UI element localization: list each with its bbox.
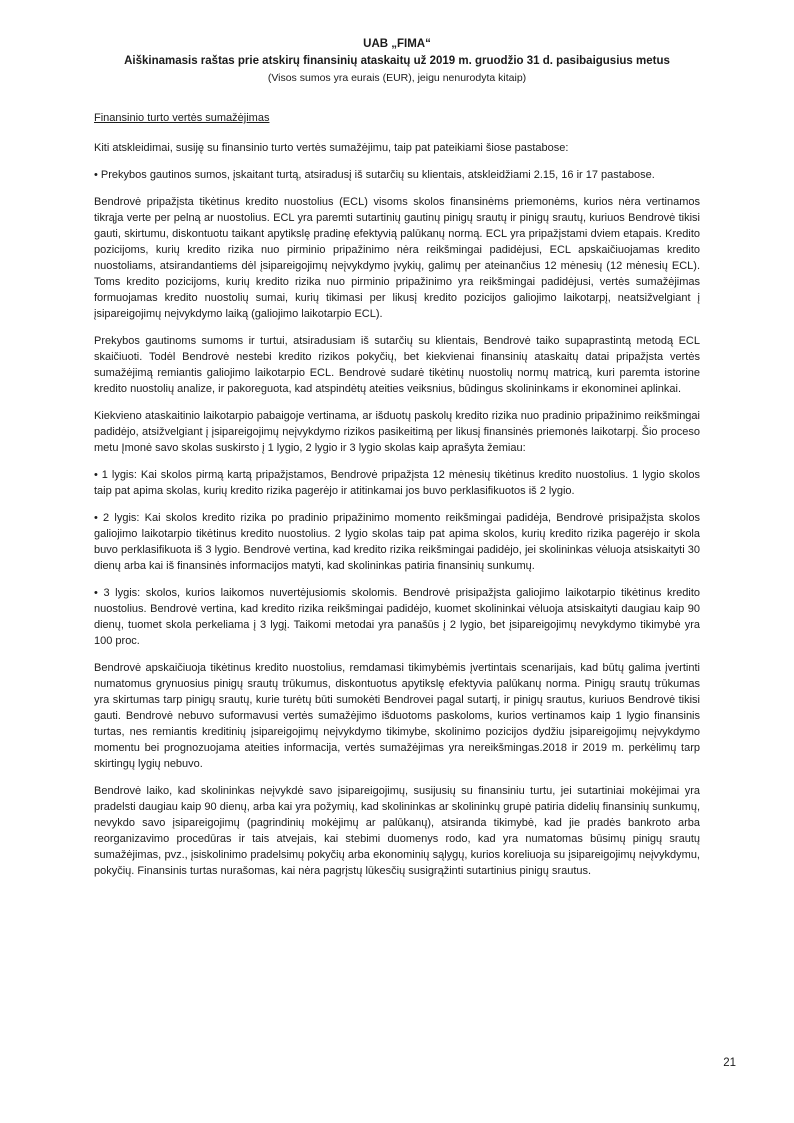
- company-name: UAB „FIMA“: [363, 38, 431, 50]
- bullet-level-3: • 3 lygis: skolos, kurios laikomos nuvertėjusiomis skolomis. Bendrovė prisipažįsta galiojimo laikotarpio tikėtinus kredito nuostolius. Bendrovė vertina, kad kredito rizika reikšmingai padidėjo, kuomet skolininkai vėluoja atsiskaityti daugiau kaip 90 dienų, tuomet skola perkeliama į 3 lygį. Taikomi metodai yra panašūs į 2 lygio, bet įsipareigojimų nevykdymo tikimybė yra 100 proc.: [94, 587, 700, 647]
- paragraph-simplified-method: Prekybos gautinoms sumoms ir turtui, atsiradusiam iš sutarčių su klientais, Bendrovė taiko supaprastintą metodą ECL skaičiuoti. Todėl Bendrovė nestebi kredito rizikos pokyčių, bet kiekvienai finansinių ataskaitų datai pripažįsta vertės sumažėjimą remiantis galiojimo laikotarpio ECL. Bendrovė sudarė tikėtinų nuostolių normų matricą, kuri paremta istorine kredito nuostolių analize, ir pakoreguota, kad atspindėtų ateities veiksnius, būdingus skolininkams ir ekonominei aplinkai.: [94, 335, 700, 395]
- document-subtitle: (Visos sumos yra eurais (EUR), jeigu nenurodyta kitaip): [267, 72, 527, 84]
- bullet-level-2: • 2 lygis: Kai skolos kredito rizika po pradinio pripažinimo momento reikšmingai padidėja, Bendrovė prisipažįsta skolos galiojimo laikotarpio tikėtinus kredito nuostolius. 2 lygio skolas taip pat apima skolos, kurių kredito rizika pagerėjo ir skola buvo perklasifikuota iš 3 lygio. Bendrovė vertina, kad kredito rizika reikšmingai padidėjo, jei skolininkas vėluoja atsiskaityti 30 dienų arba kai iš finansinės informacijos matyti, kad skolininkas patiria finansinių sunkumų.: [94, 512, 700, 572]
- paragraph-ecl-recognition: Bendrovė pripažįsta tikėtinus kredito nuostolius (ECL) visoms skolos finansinėms priemonėms, kurios nėra vertinamos tikrąja verte per pelną ar nuostolius. ECL yra paremti sutartinių gautinų pinigų srautų ir pinigų srautų, kuriuos Bendrovė tikisi gauti, skirtumu, diskontuotu taikant apytikslę pradinę efektyvią palūkanų normą. ECL yra pripažįstami dviem etapais. Kredito pozicijoms, kurių kredito rizika nuo pirminio pripažinimo nėra reikšmingai padidėjusi, ECL apskaičiuojamas kredito nuostoliams, atsirandantiems dėl įsipareigojimų neįvykdymo įvykių, galimų per ateinančius 12 mėnesių (12 mėnesių ECL). Toms kredito pozicijoms, kurių kredito rizika nuo pirminio pripažinimo yra reikšmingai padidėjusi, vertės sumažėjimas formuojamas kredito nuostolių sumai, kurių tikimasi per likusį kredito pozicijos galiojimo laikotarpį, neatsižvelgiant į įsipareigojimų neįvykdymo laiką (galiojimo laikotarpio ECL).: [94, 196, 700, 320]
- paragraph-scenario-calculation: Bendrovė apskaičiuoja tikėtinus kredito nuostolius, remdamasi tikimybėmis įvertintais scenarijais, kad būtų galima įvertinti numatomus grynuosius pinigų srautų trūkumus, diskontuotus apytikslę efektyvia palūkanų norma. Pinigų srautų trūkumas yra skirtumas tarp pinigų srautų, kurie turėtų būti sumokėti Bendrovei pagal sutartį, ir pinigų srautus, kuriuos Bendrovė tikisi gauti. Bendrovė nebuvo suformavusi vertės sumažėjimo išduotoms paskoloms, kurios vertinamos kaip 1 lygio finansinis turtas, nes remiantis kreditinių įsipareigojimų neįvykdymo tikimybe, skolinimo pozicijos dydžiu įsipareigojimų neįvykdymo momentu bei prognozuojama ateities informacija, vertės sumažėjimas yra nereikšmingas.2018 ir 2019 m. perkėlimų tarp skirtingų lygių nebuvo.: [94, 662, 700, 770]
- bullet-level-1: • 1 lygis: Kai skolos pirmą kartą pripažįstamos, Bendrovė pripažįsta 12 mėnesių tikėtinus kredito nuostolius. 1 lygio skolos taip pat apima skolas, kurių kredito rizika pagerėjo ir atitinkamai jos buvo perklasifikuotos iš 2 lygio.: [94, 469, 700, 497]
- paragraph-period-end-assessment: Kiekvieno ataskaitinio laikotarpio pabaigoje vertinama, ar išduotų paskolų kredito rizika nuo pradinio pripažinimo reikšmingai padidėjo, atsižvelgiant į įsipareigojimų neįvykdymo rizikos pasikeitimą per likusį finansinės priemonės laikotarpį. Šio proceso metu Įmonė savo skolas suskirsto į 1 lygio, 2 lygio ir 3 lygio skolas kaip aprašyta žemiau:: [94, 410, 700, 454]
- page-number: 21: [723, 1057, 736, 1069]
- section-heading: Finansinio turto vertės sumažėjimas: [94, 112, 270, 124]
- paragraph-default-definition: Bendrovė laiko, kad skolininkas neįvykdė savo įsipareigojimų, susijusių su finansiniu turtu, jei sutartiniai mokėjimai yra pradelsti daugiau kaip 90 dienų, arba kai yra požymių, kad skolininkas ar skolininkų grupė patiria didelių finansinių sunkumų, nevykdo savo įsipareigojimų (pagrindinių mokėjimų ar palūkanų), atsiranda tikimybė, kad jie pradės bankroto arba reorganizavimo procedūras ir tais atvejais, kai stebimi duomenys rodo, kad yra numatomas būsimų pinigų srautų sumažėjimas, pvz., įsiskolinimo pradelsimų pokyčių arba ekonominių sąlygų, kurios koreliuoja su įsipareigojimų neįvykdymu, pokyčių. Finansinis turtas nurašomas, kai nėra pagrįstų lūkesčių susigrąžinti sutartinius pinigų srautus.: [94, 785, 700, 877]
- bullet-trade-receivables: • Prekybos gautinos sumos, įskaitant turtą, atsiradusį iš sutarčių su klientais, atskleidžiami 2.15, 16 ir 17 pastabose.: [94, 169, 655, 181]
- document-body: [94, 110, 700, 879]
- document-header: [94, 36, 700, 86]
- document-title: Aiškinamasis raštas prie atskirų finansinių ataskaitų už 2019 m. gruodžio 31 d. pasibaigusius metus: [124, 55, 670, 67]
- paragraph-intro: Kiti atskleidimai, susiję su finansinio turto vertės sumažėjimu, taip pat pateikiami šiose pastabose:: [94, 142, 569, 154]
